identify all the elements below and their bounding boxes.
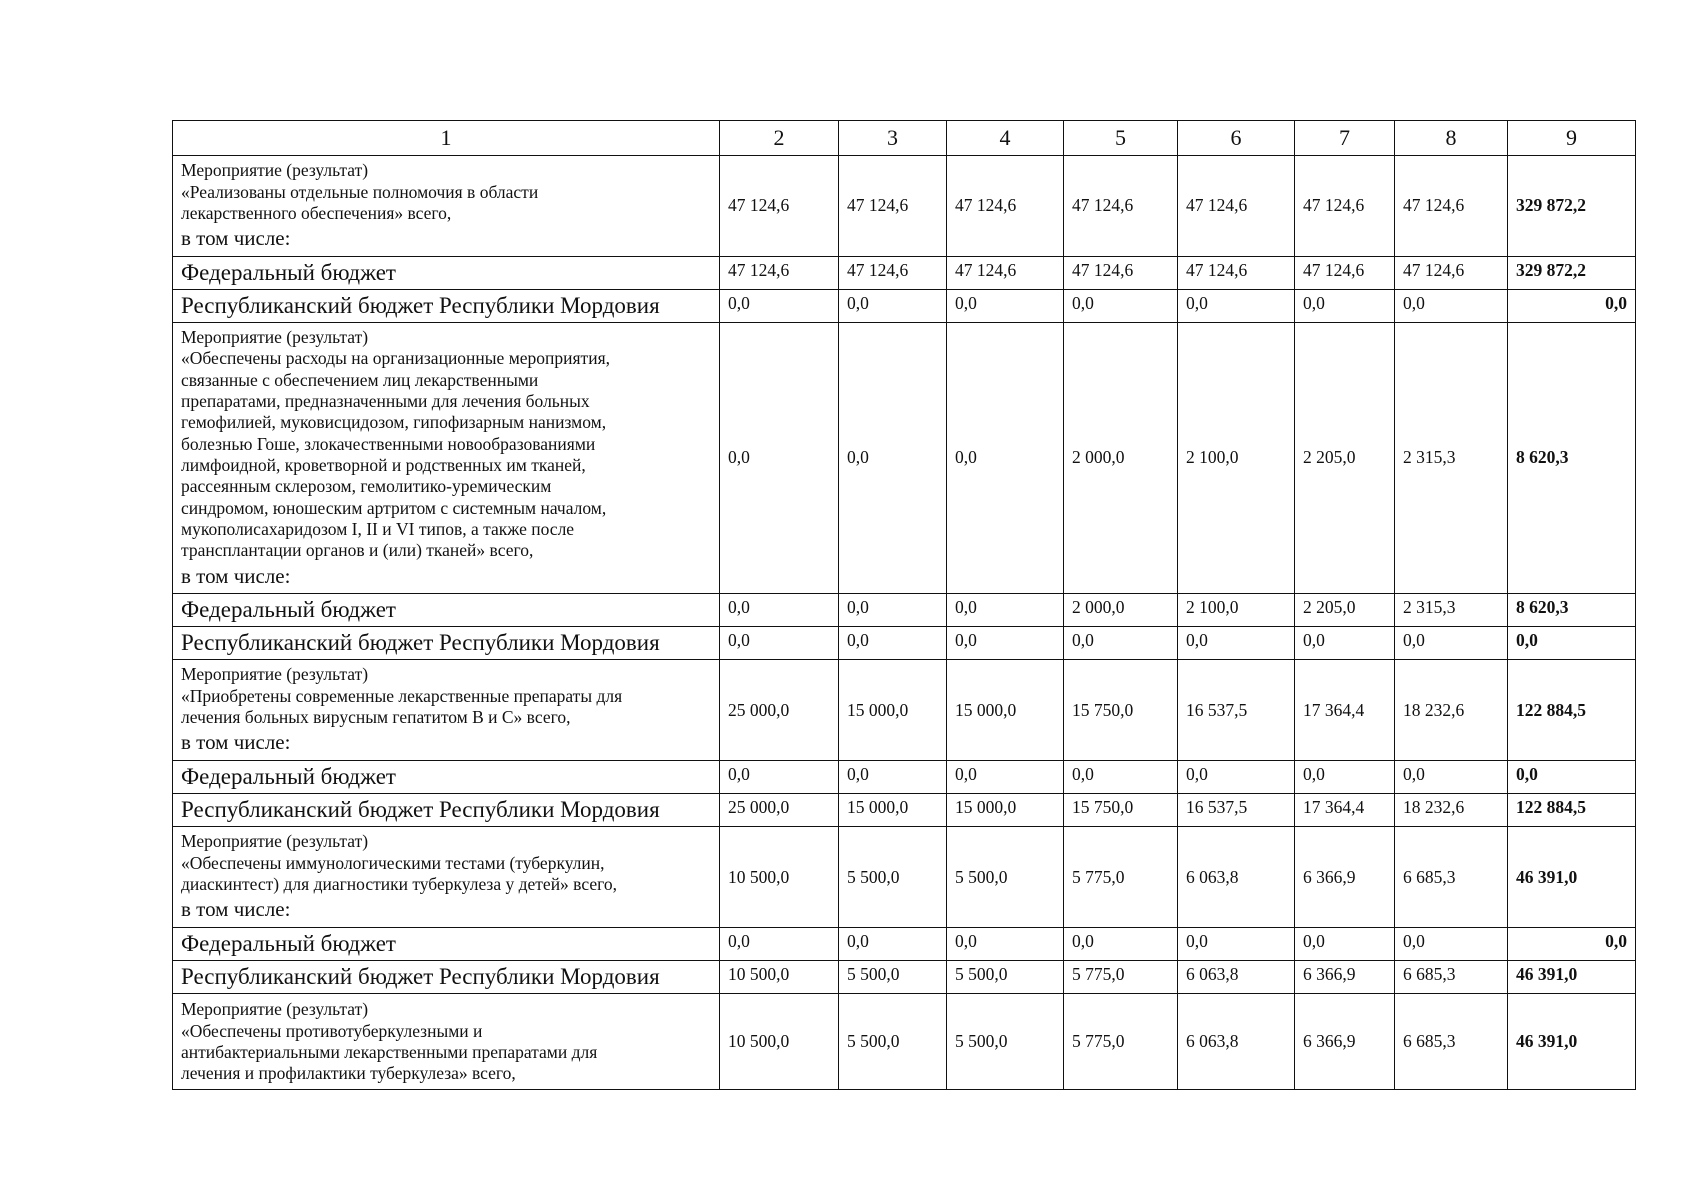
value-cell-col-4: 0,0 [947, 323, 1064, 594]
description-including: в том числе: [181, 226, 291, 251]
value-cell-col-6: 2 100,0 [1178, 323, 1295, 594]
description-line: гемофилией, муковисцидозом, гипофизарным нанизмом, [181, 412, 607, 433]
value-cell-col-6: 0,0 [1178, 761, 1295, 794]
description-line: лекарственного обеспечения» всего, [181, 202, 452, 223]
budget-source-row [173, 961, 1636, 994]
value-cell-col-4: 47 124,6 [947, 156, 1064, 257]
value-cell-col-4: 0,0 [947, 627, 1064, 660]
value-cell-col-2: 0,0 [720, 290, 839, 323]
value-cell-col-8: 6 685,3 [1395, 827, 1508, 928]
value-cell-col-7: 6 366,9 [1295, 961, 1395, 994]
value-cell-col-8: 6 685,3 [1395, 961, 1508, 994]
description-line: «Обеспечены противотуберкулезными и [181, 1020, 483, 1041]
value-cell-col-6: 47 124,6 [1178, 156, 1295, 257]
value-cell-col-4: 0,0 [947, 928, 1064, 961]
value-cell-col-6: 0,0 [1178, 290, 1295, 323]
value-cell-col-5: 2 000,0 [1064, 323, 1178, 594]
value-cell-col-3: 0,0 [839, 290, 947, 323]
table-body [173, 121, 1636, 1090]
value-cell-col-7: 2 205,0 [1295, 594, 1395, 627]
budget-source-label: Федеральный бюджет [173, 594, 720, 627]
total-cell: 0,0 [1508, 761, 1636, 794]
value-cell-col-7: 0,0 [1295, 290, 1395, 323]
value-cell-col-8: 0,0 [1395, 928, 1508, 961]
value-cell-col-3: 0,0 [839, 594, 947, 627]
budget-source-label: Федеральный бюджет [173, 928, 720, 961]
total-cell: 46 391,0 [1508, 961, 1636, 994]
value-cell-col-4: 47 124,6 [947, 257, 1064, 290]
description-line: Мероприятие (результат) [181, 326, 369, 347]
value-cell-col-5: 5 775,0 [1064, 961, 1178, 994]
value-cell-col-2: 10 500,0 [720, 994, 839, 1090]
activity-description [173, 660, 720, 761]
value-cell-col-4: 5 500,0 [947, 827, 1064, 928]
total-cell: 46 391,0 [1508, 994, 1636, 1090]
value-cell-col-7: 0,0 [1295, 761, 1395, 794]
total-cell: 329 872,2 [1508, 156, 1636, 257]
value-cell-col-2: 25 000,0 [720, 794, 839, 827]
total-cell: 0,0 [1508, 928, 1636, 961]
value-cell-col-4: 15 000,0 [947, 660, 1064, 761]
value-cell-col-8: 0,0 [1395, 290, 1508, 323]
description-line: «Обеспечены расходы на организационные мероприятия, [181, 348, 610, 369]
budget-source-label: Республиканский бюджет Республики Мордовия [173, 961, 720, 994]
total-cell: 0,0 [1508, 627, 1636, 660]
value-cell-col-8: 18 232,6 [1395, 794, 1508, 827]
description-line: Мероприятие (результат) [181, 160, 369, 181]
value-cell-col-4: 15 000,0 [947, 794, 1064, 827]
budget-source-row [173, 594, 1636, 627]
value-cell-col-8: 47 124,6 [1395, 156, 1508, 257]
activity-row [173, 156, 1636, 257]
value-cell-col-5: 15 750,0 [1064, 794, 1178, 827]
value-cell-col-2: 0,0 [720, 761, 839, 794]
activity-description [173, 994, 720, 1090]
description-line: связанные с обеспечением лиц лекарственными [181, 369, 539, 390]
value-cell-col-5: 2 000,0 [1064, 594, 1178, 627]
value-cell-col-5: 0,0 [1064, 627, 1178, 660]
description-line: «Обеспечены иммунологическими тестами (туберкулин, [181, 852, 605, 873]
value-cell-col-2: 10 500,0 [720, 827, 839, 928]
header-cell-9: 9 [1508, 121, 1636, 156]
description-including: в том числе: [181, 563, 291, 588]
value-cell-col-2: 47 124,6 [720, 156, 839, 257]
activity-description [173, 156, 720, 257]
value-cell-col-5: 0,0 [1064, 928, 1178, 961]
total-cell: 329 872,2 [1508, 257, 1636, 290]
budget-source-row [173, 794, 1636, 827]
description-line: рассеянным склерозом, гемолитико-уремическим [181, 476, 552, 497]
value-cell-col-3: 5 500,0 [839, 827, 947, 928]
value-cell-col-3: 47 124,6 [839, 156, 947, 257]
header-cell-1: 1 [173, 121, 720, 156]
total-cell: 8 620,3 [1508, 594, 1636, 627]
description-line: препаратами, предназначенными для лечения больных [181, 390, 590, 411]
description-line: лимфоидной, кроветворной и родственных им тканей, [181, 454, 586, 475]
description-line: антибактериальными лекарственными препаратами для [181, 1041, 598, 1062]
value-cell-col-6: 6 063,8 [1178, 827, 1295, 928]
header-cell-8: 8 [1395, 121, 1508, 156]
value-cell-col-2: 0,0 [720, 594, 839, 627]
value-cell-col-7: 6 366,9 [1295, 994, 1395, 1090]
header-row [173, 121, 1636, 156]
activity-row [173, 323, 1636, 594]
activity-row [173, 827, 1636, 928]
value-cell-col-2: 47 124,6 [720, 257, 839, 290]
value-cell-col-3: 0,0 [839, 928, 947, 961]
description-line: болезнью Гоше, злокачественными новообразованиями [181, 433, 596, 454]
budget-source-row [173, 627, 1636, 660]
header-cell-5: 5 [1064, 121, 1178, 156]
value-cell-col-7: 0,0 [1295, 627, 1395, 660]
value-cell-col-5: 47 124,6 [1064, 257, 1178, 290]
value-cell-col-2: 0,0 [720, 627, 839, 660]
value-cell-col-3: 5 500,0 [839, 961, 947, 994]
value-cell-col-7: 17 364,4 [1295, 660, 1395, 761]
activity-row [173, 660, 1636, 761]
value-cell-col-7: 2 205,0 [1295, 323, 1395, 594]
value-cell-col-7: 47 124,6 [1295, 156, 1395, 257]
value-cell-col-4: 0,0 [947, 761, 1064, 794]
value-cell-col-3: 15 000,0 [839, 660, 947, 761]
value-cell-col-7: 47 124,6 [1295, 257, 1395, 290]
value-cell-col-6: 16 537,5 [1178, 660, 1295, 761]
header-cell-6: 6 [1178, 121, 1295, 156]
header-cell-3: 3 [839, 121, 947, 156]
value-cell-col-8: 0,0 [1395, 627, 1508, 660]
value-cell-col-2: 0,0 [720, 928, 839, 961]
header-cell-4: 4 [947, 121, 1064, 156]
value-cell-col-8: 18 232,6 [1395, 660, 1508, 761]
total-cell: 122 884,5 [1508, 660, 1636, 761]
activity-row [173, 994, 1636, 1090]
budget-source-row [173, 290, 1636, 323]
value-cell-col-7: 6 366,9 [1295, 827, 1395, 928]
value-cell-col-2: 10 500,0 [720, 961, 839, 994]
value-cell-col-4: 0,0 [947, 594, 1064, 627]
total-cell: 122 884,5 [1508, 794, 1636, 827]
description-line: Мероприятие (результат) [181, 831, 369, 852]
value-cell-col-7: 17 364,4 [1295, 794, 1395, 827]
budget-table [172, 120, 1636, 1090]
total-cell: 46 391,0 [1508, 827, 1636, 928]
value-cell-col-5: 47 124,6 [1064, 156, 1178, 257]
value-cell-col-3: 0,0 [839, 323, 947, 594]
value-cell-col-8: 47 124,6 [1395, 257, 1508, 290]
budget-source-row [173, 928, 1636, 961]
value-cell-col-2: 0,0 [720, 323, 839, 594]
value-cell-col-5: 5 775,0 [1064, 827, 1178, 928]
header-cell-2: 2 [720, 121, 839, 156]
value-cell-col-3: 0,0 [839, 761, 947, 794]
description-including: в том числе: [181, 897, 291, 922]
description-line: трансплантации органов и (или) тканей» всего, [181, 540, 534, 561]
value-cell-col-4: 0,0 [947, 290, 1064, 323]
value-cell-col-7: 0,0 [1295, 928, 1395, 961]
description-line: Мероприятие (результат) [181, 999, 369, 1020]
description-line: лечения больных вирусным гепатитом В и С» всего, [181, 707, 571, 728]
value-cell-col-6: 6 063,8 [1178, 961, 1295, 994]
value-cell-col-8: 6 685,3 [1395, 994, 1508, 1090]
budget-source-label: Республиканский бюджет Республики Мордовия [173, 627, 720, 660]
description-line: диаскинтест) для диагностики туберкулеза у детей» всего, [181, 874, 617, 895]
value-cell-col-3: 47 124,6 [839, 257, 947, 290]
value-cell-col-5: 15 750,0 [1064, 660, 1178, 761]
description-line: «Реализованы отдельные полномочия в области [181, 181, 539, 202]
description-line: мукополисахаридозом I, II и VI типов, а также после [181, 518, 575, 539]
value-cell-col-4: 5 500,0 [947, 961, 1064, 994]
budget-source-row [173, 761, 1636, 794]
header-cell-7: 7 [1295, 121, 1395, 156]
value-cell-col-3: 5 500,0 [839, 994, 947, 1090]
budget-source-label: Федеральный бюджет [173, 257, 720, 290]
description-line: синдромом, юношеским артритом с системным началом, [181, 497, 607, 518]
activity-description [173, 827, 720, 928]
description-line: «Приобретены современные лекарственные препараты для [181, 685, 623, 706]
value-cell-col-5: 0,0 [1064, 761, 1178, 794]
description-line: лечения и профилактики туберкулеза» всего, [181, 1063, 516, 1084]
budget-source-label: Федеральный бюджет [173, 761, 720, 794]
value-cell-col-6: 16 537,5 [1178, 794, 1295, 827]
value-cell-col-6: 2 100,0 [1178, 594, 1295, 627]
budget-source-label: Республиканский бюджет Республики Мордовия [173, 290, 720, 323]
value-cell-col-8: 2 315,3 [1395, 323, 1508, 594]
total-cell: 0,0 [1508, 290, 1636, 323]
value-cell-col-8: 0,0 [1395, 761, 1508, 794]
value-cell-col-8: 2 315,3 [1395, 594, 1508, 627]
value-cell-col-6: 0,0 [1178, 928, 1295, 961]
value-cell-col-2: 25 000,0 [720, 660, 839, 761]
value-cell-col-6: 6 063,8 [1178, 994, 1295, 1090]
budget-source-row [173, 257, 1636, 290]
value-cell-col-3: 15 000,0 [839, 794, 947, 827]
description-line: Мероприятие (результат) [181, 664, 369, 685]
description-including: в том числе: [181, 730, 291, 755]
value-cell-col-6: 0,0 [1178, 627, 1295, 660]
activity-description [173, 323, 720, 594]
budget-source-label: Республиканский бюджет Республики Мордовия [173, 794, 720, 827]
value-cell-col-5: 0,0 [1064, 290, 1178, 323]
value-cell-col-6: 47 124,6 [1178, 257, 1295, 290]
value-cell-col-4: 5 500,0 [947, 994, 1064, 1090]
document-sheet [172, 120, 1635, 1090]
value-cell-col-5: 5 775,0 [1064, 994, 1178, 1090]
value-cell-col-3: 0,0 [839, 627, 947, 660]
total-cell: 8 620,3 [1508, 323, 1636, 594]
